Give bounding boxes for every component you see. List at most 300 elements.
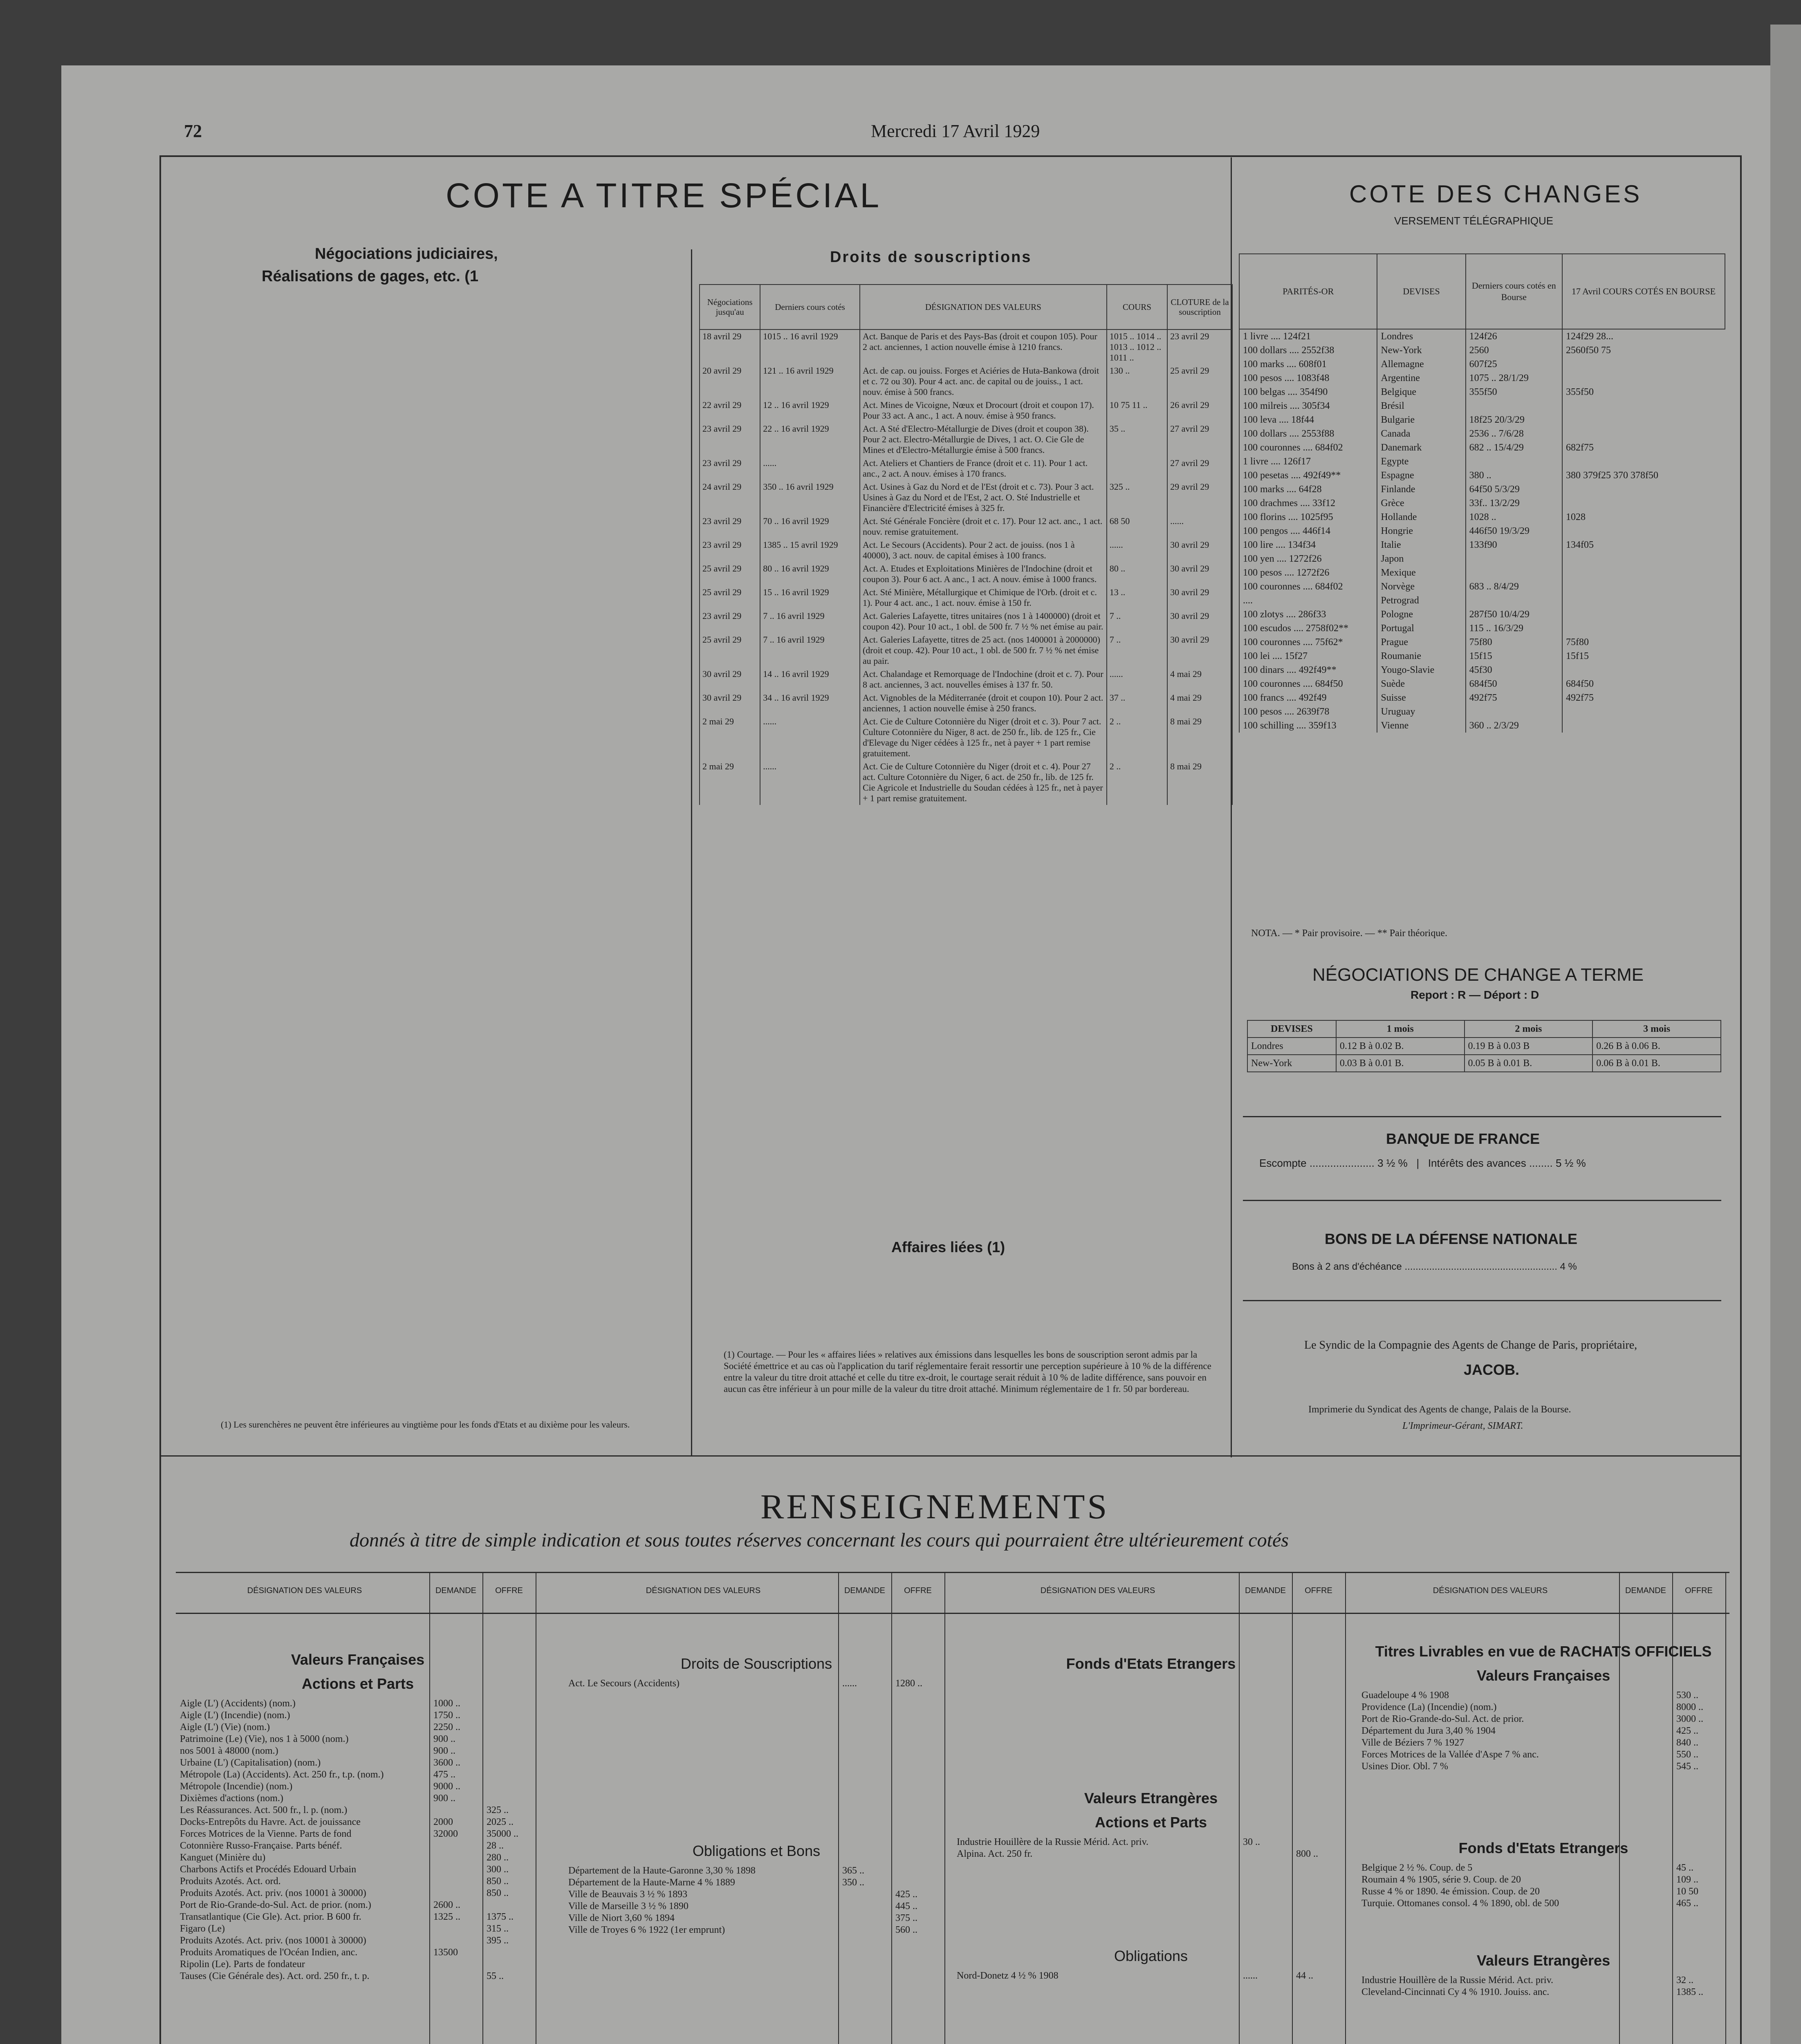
- rens-header-top: [176, 1572, 1729, 1573]
- changes-row: [1239, 594, 1725, 607]
- parite-unit: 100 schilling: [1243, 720, 1294, 731]
- changes-cell: 682f75: [1562, 441, 1725, 455]
- droits-cell: Act. Ateliers et Chantiers de France (droit et c. 11). Pour 1 act. anc., 2 act. A nouv. émises à 170 francs.: [860, 457, 1107, 480]
- changes-cell: Hollande: [1377, 510, 1465, 524]
- changes-cell: Londres: [1377, 329, 1465, 343]
- rens-row: [180, 1710, 536, 1721]
- droits-cell: 130 ..: [1107, 364, 1167, 399]
- parite-unit: 100 florins: [1243, 512, 1286, 522]
- parite-unit: 100 couronnes: [1243, 637, 1301, 648]
- col4-subheading: Valeurs Françaises: [1476, 1667, 1610, 1684]
- parite-value: 286f33: [1298, 609, 1326, 620]
- droits-row: [700, 364, 1232, 399]
- parite-unit: 1 livre: [1243, 456, 1268, 467]
- row-demande: 475 ..: [433, 1769, 455, 1780]
- changes-cell: 360 .. 2/3/29: [1466, 719, 1562, 733]
- col3-subheading: Valeurs Etrangères: [1084, 1790, 1218, 1806]
- changes-cell: 607f25: [1466, 357, 1562, 371]
- page-date: Mercredi 17 Avril 1929: [871, 121, 1040, 141]
- droits-cell: 12 .. 16 avril 1929: [760, 399, 860, 422]
- droits-cell: 70 .. 16 avril 1929: [760, 515, 860, 538]
- rens-row: [1361, 1701, 1725, 1713]
- droits-cell: 30 avril 29: [700, 668, 760, 691]
- row-offre: 2025 ..: [487, 1817, 514, 1827]
- droits-header: COURS: [1107, 285, 1167, 329]
- droits-cell: Act. Le Secours (Accidents). Pour 2 act. de jouiss. (nos 1 à 40000), 3 act. nouv. de capital émises à 100 francs.: [860, 538, 1107, 562]
- row-demande: 3000 ..: [1676, 1714, 1703, 1724]
- rens-row: [957, 1970, 1345, 1982]
- changes-cell: Prague: [1377, 635, 1465, 649]
- droits-cell: 26 avril 29: [1167, 399, 1232, 422]
- row-name: Providence (La) (Incendie) (nom.): [1361, 1702, 1497, 1712]
- parite-cell: 100 couronnes .... 684f50: [1239, 677, 1377, 691]
- droits-row: [700, 515, 1232, 538]
- row-name: Transatlantique (Cie Gle). Act. prior. B 600 fr.: [180, 1912, 361, 1922]
- changes-cell: [1466, 552, 1562, 566]
- parite-cell: 100 francs .... 492f49: [1239, 691, 1377, 705]
- changes-title: COTE DES CHANGES: [1349, 180, 1642, 208]
- changes-cell: [1562, 580, 1725, 594]
- parite-value: 684f02: [1315, 442, 1343, 453]
- row-name: Ville de Marseille 3 ½ % 1890: [568, 1901, 689, 1912]
- changes-cell: Petrograd: [1377, 594, 1465, 607]
- droits-cell: Act. Chalandage et Remorquage de l'Indochine (droit et c. 7). Pour 8 act. anciennes, 3 act. nouvelles émises à 137 fr. 50.: [860, 668, 1107, 691]
- changes-cell: 682 .. 15/4/29: [1466, 441, 1562, 455]
- rens-row: [180, 1947, 536, 1959]
- droits-cell: 7 .. 16 avril 1929: [760, 633, 860, 668]
- changes-cell: [1562, 399, 1725, 413]
- rens-row: [1361, 1874, 1725, 1886]
- changes-cell: [1562, 524, 1725, 538]
- droits-row: [700, 633, 1232, 668]
- droits-header: Derniers cours cotés: [760, 285, 860, 329]
- col4-subheading2: Fonds d'Etats Etrangers: [1458, 1840, 1628, 1856]
- parite-value: 33f12: [1312, 498, 1335, 509]
- changes-nota: NOTA. — * Pair provisoire. — ** Pair théorique.: [1251, 928, 1447, 939]
- rens-row: [180, 1876, 536, 1887]
- section-divider: [159, 1455, 1742, 1457]
- changes-cell: Danemark: [1377, 441, 1465, 455]
- rens-row: [568, 1901, 944, 1912]
- negociations-line2: Réalisations de gages, etc. (1: [262, 268, 479, 285]
- parite-unit: 100 pesetas: [1243, 470, 1289, 481]
- droits-row: [700, 586, 1232, 610]
- changes-cell: 684f50: [1466, 677, 1562, 691]
- parite-value: 2758f02**: [1305, 623, 1348, 634]
- row-offre: 445 ..: [895, 1901, 917, 1912]
- row-name: Charbons Actifs et Procédés Edouard Urbain: [180, 1864, 357, 1875]
- changes-cell: 355f50: [1466, 385, 1562, 399]
- droits-cell: 23 avril 29: [700, 457, 760, 480]
- rens-header: DÉSIGNATION DES VALEURS: [646, 1586, 761, 1595]
- terme-cell: 0.03 B à 0.01 B.: [1336, 1055, 1465, 1072]
- row-offre: 28 ..: [487, 1840, 504, 1851]
- parite-unit: 100 pesos: [1243, 567, 1282, 578]
- row-demande: [429, 1935, 482, 1947]
- parite-value: 1083f48: [1296, 373, 1330, 383]
- parite-cell: 100 florins .... 1025f95: [1239, 510, 1377, 524]
- parite-value: 64f28: [1299, 484, 1322, 495]
- row-demande: [429, 1959, 482, 1970]
- droits-cell: 4 mai 29: [1167, 691, 1232, 715]
- changes-cell: 1028: [1562, 510, 1725, 524]
- row-demande: 900 ..: [433, 1793, 455, 1804]
- changes-cell: Argentine: [1377, 371, 1465, 385]
- parite-value: 446f14: [1303, 526, 1330, 536]
- droits-cell: 23 avril 29: [700, 422, 760, 457]
- rens-row: [180, 1769, 536, 1781]
- rens-col-divider: [1345, 1572, 1346, 2044]
- changes-cell: [1562, 371, 1725, 385]
- changes-cell: 2560: [1466, 343, 1562, 357]
- droits-cell: Act. Vignobles de la Méditerranée (droit et coupon 10). Pour 2 act. anciennes, 1 action nouvelle émise à 250 francs.: [860, 691, 1107, 715]
- row-demande: [429, 1840, 482, 1852]
- escompte-value: 3 ½ %: [1377, 1157, 1408, 1169]
- row-demande: 2250 ..: [433, 1722, 460, 1732]
- row-offre: [482, 1721, 536, 1733]
- bons-value: 4 %: [1560, 1261, 1577, 1272]
- changes-row: [1239, 385, 1725, 399]
- changes-header: 17 Avril COURS COTÉS EN BOURSE: [1562, 254, 1725, 329]
- row-name: Département du Jura 3,40 % 1904: [1361, 1726, 1496, 1736]
- row-demande: 2600 ..: [433, 1900, 460, 1910]
- rens-title: RENSEIGNEMENTS: [760, 1487, 1110, 1526]
- row-name: Alpina. Act. 250 fr.: [957, 1849, 1033, 1859]
- row-offre: 35000 ..: [487, 1829, 518, 1839]
- parite-value: 1272f26: [1289, 554, 1322, 564]
- row-offre: 850 ..: [487, 1876, 509, 1887]
- droits-note: (1) Courtage. — Pour les « affaires liées » relatives aux émissions dans lesquelles les bons de souscription seront admis par la Société émettrice et au cas où l'application du tarif réglementaire ferait ressortir une perception supérieure à 10 % de la différence entre la valeur du titre droit attaché et celle du titre ex-droit, le courtage serait réduit à 10 % de ladite différence, sans pouvoir en aucun cas être inférieur à un pour mille de la valeur du titre droit attaché. Minimum réglementaire de 1 fr. 50 par bordereau.: [724, 1349, 1211, 1394]
- row-offre: 425 ..: [895, 1889, 917, 1900]
- droits-cell: 30 avril 29: [1167, 610, 1232, 633]
- row-name: Patrimoine (Le) (Vie), nos 1 à 5000 (nom.): [180, 1734, 349, 1744]
- parite-cell: 100 escudos .... 2758f02**: [1239, 621, 1377, 635]
- rens-row: [180, 1793, 536, 1804]
- row-name: Ville de Beauvais 3 ½ % 1893: [568, 1889, 688, 1900]
- rens-header: DEMANDE: [1245, 1586, 1286, 1595]
- droits-row: [700, 562, 1232, 586]
- droits-cell: ......: [760, 715, 860, 760]
- bons-line: Bons à 2 ans d'échéance ........................................................ 4 %: [1292, 1261, 1577, 1272]
- changes-cell: Norvège: [1377, 580, 1465, 594]
- droits-row: [700, 760, 1232, 805]
- changes-row: [1239, 621, 1725, 635]
- col2-heading: Droits de Souscriptions: [680, 1655, 832, 1672]
- terme-cell: New-York: [1247, 1055, 1336, 1072]
- changes-cell: [1466, 399, 1562, 413]
- syndic-line2: JACOB.: [1464, 1361, 1520, 1378]
- changes-row: [1239, 441, 1725, 455]
- changes-header: Derniers cours cotés en Bourse: [1466, 254, 1562, 329]
- row-demande: [429, 1970, 482, 1982]
- changes-cell: Belgique: [1377, 385, 1465, 399]
- parite-unit: 100 dollars: [1243, 345, 1287, 356]
- droits-cell: 22 .. 16 avril 1929: [760, 422, 860, 457]
- droits-cell: 29 avril 29: [1167, 480, 1232, 515]
- droits-cell: 23 avril 29: [700, 538, 760, 562]
- droits-cell: Act. Cie de Culture Cotonnière du Niger (droit et c. 3). Pour 7 act. Culture Cotonnière du Niger, 8 act. de 250 fr., lib. de 125 fr., Cie d'Elevage du Niger cédées à 125 fr., net à payer + 1 part remise gratuitement.: [860, 715, 1107, 760]
- changes-cell: Japon: [1377, 552, 1465, 566]
- changes-cell: 492f75: [1562, 691, 1725, 705]
- rens-col-divider: [944, 1572, 945, 2044]
- parite-unit: 100 zlotys: [1243, 609, 1284, 620]
- droits-row: [700, 329, 1232, 364]
- row-name: Aigle (L') (Vie) (nom.): [180, 1722, 270, 1732]
- rens-row: [1361, 1975, 1725, 1986]
- changes-cell: Uruguay: [1377, 705, 1465, 719]
- rens-row: [180, 1911, 536, 1923]
- changes-row: [1239, 371, 1725, 385]
- parite-value: 18f44: [1291, 415, 1314, 425]
- changes-cell: Hongrie: [1377, 524, 1465, 538]
- row-name: Ville de Niort 3,60 % 1894: [568, 1913, 675, 1923]
- terme-cell: 0.06 B à 0.01 B.: [1592, 1055, 1721, 1072]
- changes-cell: 355f50: [1562, 385, 1725, 399]
- changes-row: [1239, 468, 1725, 482]
- escompte-label: Escompte: [1259, 1157, 1307, 1169]
- changes-cell: 380 379f25 370 378f50: [1562, 468, 1725, 482]
- row-name: Usines Dior. Obl. 7 %: [1361, 1761, 1448, 1772]
- rens-row: [1361, 1749, 1725, 1761]
- changes-cell: Grèce: [1377, 496, 1465, 510]
- droits-header: DÉSIGNATION DES VALEURS: [860, 285, 1107, 329]
- parite-unit: 100 couronnes: [1243, 679, 1301, 689]
- rens-col-1: [180, 1613, 536, 2044]
- changes-cell: Portugal: [1377, 621, 1465, 635]
- row-name: Nord-Donetz 4 ½ % 1908: [957, 1970, 1059, 1981]
- changes-row: [1239, 607, 1725, 621]
- parite-unit: 100 couronnes: [1243, 581, 1301, 592]
- changes-cell: 75f80: [1466, 635, 1562, 649]
- rens-row: [180, 1721, 536, 1733]
- changes-cell: 684f50: [1562, 677, 1725, 691]
- cote-footnote: (1) Les surenchères ne peuvent être inférieures au vingtième pour les fonds d'Etats et au dixième pour les valeurs.: [221, 1419, 630, 1430]
- row-demande: 1000 ..: [433, 1698, 460, 1709]
- row-demande: 545 ..: [1676, 1761, 1698, 1772]
- row-name: Aigle (L') (Incendie) (nom.): [180, 1710, 290, 1721]
- changes-subtitle: VERSEMENT TÉLÉGRAPHIQUE: [1394, 215, 1554, 227]
- row-demande: 1325 ..: [433, 1912, 460, 1922]
- row-demande: 425 ..: [1676, 1726, 1698, 1736]
- row-offre: [482, 1710, 536, 1721]
- droits-cell: 18 avril 29: [700, 329, 760, 364]
- parite-cell: 100 pengos .... 446f14: [1239, 524, 1377, 538]
- droits-cell: 20 avril 29: [700, 364, 760, 399]
- changes-cell: Suède: [1377, 677, 1465, 691]
- syndic-line3: Imprimerie du Syndicat des Agents de change, Palais de la Bourse.: [1308, 1404, 1571, 1415]
- terme-cell: 0.26 B à 0.06 B.: [1592, 1038, 1721, 1055]
- terme-cell: Londres: [1247, 1038, 1336, 1055]
- parite-value: 354f90: [1300, 387, 1328, 397]
- rens-row: [1361, 1862, 1725, 1874]
- parite-value: 305f34: [1302, 401, 1330, 411]
- droits-cell: 2 mai 29: [700, 715, 760, 760]
- changes-cell: [1466, 455, 1562, 468]
- rens-row: [568, 1924, 944, 1936]
- rens-row: [1361, 1725, 1725, 1737]
- changes-row: [1239, 343, 1725, 357]
- changes-cell: 115 .. 16/3/29: [1466, 621, 1562, 635]
- row-demande: 1385 ..: [1676, 1987, 1703, 1997]
- parite-value: 134f34: [1287, 540, 1316, 550]
- row-demande: [429, 1864, 482, 1876]
- rens-row: [1361, 1986, 1725, 1998]
- row-name: Roumain 4 % 1905, série 9. Coup. de 20: [1361, 1874, 1521, 1885]
- droits-cell: 1385 .. 15 avril 1929: [760, 538, 860, 562]
- row-name: Métropole (Incendie) (nom.): [180, 1781, 293, 1792]
- changes-cell: Vienne: [1377, 719, 1465, 733]
- terme-title: NÉGOCIATIONS DE CHANGE A TERME: [1312, 965, 1644, 985]
- rens-row: [180, 1840, 536, 1852]
- changes-table: [1239, 253, 1725, 733]
- rens-row: [180, 1781, 536, 1793]
- terme-subtitle: Report : R — Déport : D: [1411, 988, 1539, 1001]
- changes-cell: 124f26: [1466, 329, 1562, 343]
- droits-cell: 30 avril 29: [700, 691, 760, 715]
- row-name: Port de Rio-Grande-do-Sul. Act. de prior.: [1361, 1714, 1524, 1724]
- banque-line: Escompte ...................... 3 ½ % | Intérêts des avances ........ 5 ½ %: [1259, 1157, 1586, 1169]
- droits-cell: ......: [1167, 515, 1232, 538]
- col-divider: [691, 249, 692, 1455]
- row-demande: 530 ..: [1676, 1690, 1698, 1701]
- rens-row: [180, 1804, 536, 1816]
- parite-value: 2552f38: [1301, 345, 1334, 356]
- terme-cell: 0.12 B à 0.02 B.: [1336, 1038, 1465, 1055]
- parite-cell: 100 schilling .... 359f13: [1239, 719, 1377, 733]
- rens-col-3: [957, 1613, 1345, 2044]
- droits-cell: 8 mai 29: [1167, 715, 1232, 760]
- droits-cell: Act. Galeries Lafayette, titres unitaires (nos 1 à 1400000) (droit et coupon 42). Pour 10 act., 1 obl. de 500 fr. 7 ½ % net émise au pair.: [860, 610, 1107, 633]
- changes-cell: Espagne: [1377, 468, 1465, 482]
- row-offre: [891, 1877, 944, 1889]
- bons-title: BONS DE LA DÉFENSE NATIONALE: [1325, 1230, 1578, 1247]
- row-name: Guadeloupe 4 % 1908: [1361, 1690, 1449, 1701]
- row-name: Les Réassurances. Act. 500 fr., l. p. (nom.): [180, 1805, 348, 1815]
- changes-cell: 15f15: [1562, 649, 1725, 663]
- changes-cell: 15f15: [1466, 649, 1562, 663]
- cote-title: COTE A TITRE SPÉCIAL: [446, 176, 882, 215]
- droits-cell: ......: [1107, 538, 1167, 562]
- droits-row: [700, 480, 1232, 515]
- parite-unit: 100 belgas: [1243, 387, 1285, 397]
- parite-cell: 100 dollars .... 2553f88: [1239, 427, 1377, 441]
- parite-cell: 100 leva .... 18f44: [1239, 413, 1377, 427]
- droits-cell: 13 ..: [1107, 586, 1167, 610]
- droits-cell: 7 ..: [1107, 633, 1167, 668]
- parite-unit: 100 dinars: [1243, 665, 1284, 675]
- changes-header: PARITÉS-OR: [1239, 254, 1377, 329]
- changes-row: [1239, 677, 1725, 691]
- negociations-line1: Négociations judiciaires,: [315, 245, 498, 262]
- droits-cell: 14 .. 16 avril 1929: [760, 668, 860, 691]
- droits-cell: ......: [1107, 668, 1167, 691]
- rens-header: DEMANDE: [844, 1586, 885, 1595]
- row-demande: 900 ..: [433, 1734, 455, 1744]
- row-demande: 32000: [433, 1829, 458, 1839]
- changes-cell: 1028 ..: [1466, 510, 1562, 524]
- rens-header: DÉSIGNATION DES VALEURS: [1433, 1586, 1548, 1595]
- parite-cell: 100 milreis .... 305f34: [1239, 399, 1377, 413]
- row-offre: 850 ..: [487, 1888, 509, 1898]
- rens-row: [1361, 1737, 1725, 1749]
- rens-row: [180, 1923, 536, 1935]
- rens-row: [957, 1848, 1345, 1860]
- changes-cell: New-York: [1377, 343, 1465, 357]
- row-demande: [429, 1923, 482, 1935]
- row-demande: ......: [1243, 1970, 1258, 1981]
- terme-header: 1 mois: [1336, 1020, 1465, 1038]
- row-name: Russe 4 % or 1890. 4e émission. Coup. de 20: [1361, 1886, 1540, 1897]
- row-offre: [482, 1781, 536, 1793]
- changes-cell: 134f05: [1562, 538, 1725, 552]
- parite-value: 124f21: [1283, 331, 1311, 342]
- changes-cell: 45f30: [1466, 663, 1562, 677]
- row-demande: 30 ..: [1243, 1837, 1260, 1847]
- row-name: Forces Motrices de la Vienne. Parts de fond: [180, 1829, 352, 1839]
- row-name: Cotonnière Russo-Française. Parts bénéf.: [180, 1840, 342, 1851]
- rens-header: OFFRE: [1685, 1586, 1713, 1595]
- col4-subheading3: Valeurs Etrangères: [1476, 1952, 1610, 1969]
- row-offre: 375 ..: [895, 1913, 917, 1923]
- row-demande: 840 ..: [1676, 1737, 1698, 1748]
- changes-cell: [1562, 663, 1725, 677]
- row-name: Port de Rio-Grande-do-Sul. Act. de prior. (nom.): [180, 1900, 371, 1910]
- rens-header: OFFRE: [495, 1586, 523, 1595]
- rens-header: DÉSIGNATION DES VALEURS: [247, 1586, 362, 1595]
- row-name: Act. Le Secours (Accidents): [568, 1678, 680, 1689]
- rens-row: [1361, 1886, 1725, 1898]
- changes-cell: Roumanie: [1377, 649, 1465, 663]
- row-offre: [482, 1757, 536, 1769]
- changes-cell: [1466, 566, 1562, 580]
- row-name: Produits Aromatiques de l'Océan Indien, anc.: [180, 1947, 358, 1958]
- parite-unit: 100 pesos: [1243, 373, 1282, 383]
- droits-cell: 30 avril 29: [1167, 586, 1232, 610]
- droits-cell: Act. de cap. ou jouiss. Forges et Aciéries de Huta-Bankowa (droit et c. 72 ou 30). Pour 4 act. anc. de capital ou de jouiss., 1 act. nouv. émise à 500 francs.: [860, 364, 1107, 399]
- rens-row: [180, 1970, 536, 1982]
- changes-cell: 2536 .. 7/6/28: [1466, 427, 1562, 441]
- parite-cell: 100 belgas .... 354f90: [1239, 385, 1377, 399]
- changes-cell: [1562, 607, 1725, 621]
- rens-row: [1361, 1761, 1725, 1773]
- row-demande: [429, 1876, 482, 1887]
- row-offre: 1375 ..: [487, 1912, 514, 1922]
- droits-title: Droits de souscriptions: [830, 249, 1032, 266]
- row-offre: 325 ..: [487, 1805, 509, 1815]
- changes-cell: 124f29 28...: [1562, 329, 1725, 343]
- terme-cell: 0.19 B à 0.03 B: [1465, 1038, 1593, 1055]
- row-name: Produits Azotés. Act. priv. (nos 10001 à 30000): [180, 1888, 366, 1898]
- row-demande: [429, 1852, 482, 1864]
- col1-subheading: Actions et Parts: [301, 1675, 414, 1692]
- droits-cell: ......: [760, 457, 860, 480]
- droits-cell: 325 ..: [1107, 480, 1167, 515]
- adjacent-page-edge: [1770, 25, 1801, 2044]
- parite-cell: 100 yen .... 1272f26: [1239, 552, 1377, 566]
- changes-cell: 133f90: [1466, 538, 1562, 552]
- droits-cell: 7 ..: [1107, 610, 1167, 633]
- row-name: Docks-Entrepôts du Havre. Act. de jouissance: [180, 1817, 361, 1827]
- parite-unit: 100 drachmes: [1243, 498, 1298, 509]
- parite-unit: 100 pesos: [1243, 706, 1282, 717]
- changes-cell: Allemagne: [1377, 357, 1465, 371]
- changes-cell: 2560f50 75: [1562, 343, 1725, 357]
- changes-row: [1239, 566, 1725, 580]
- row-offre: [482, 1733, 536, 1745]
- changes-cell: [1562, 705, 1725, 719]
- parite-value: 359f13: [1308, 720, 1337, 731]
- droits-cell: 30 avril 29: [1167, 538, 1232, 562]
